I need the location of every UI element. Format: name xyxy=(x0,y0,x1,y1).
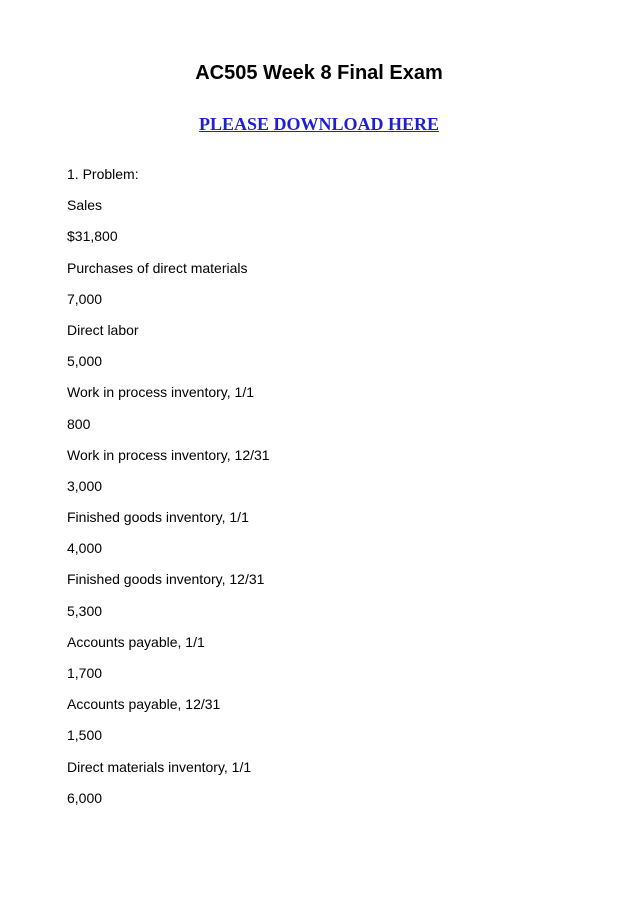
text-line: Accounts payable, 1/1 xyxy=(67,633,205,650)
text-line: 7,000 xyxy=(67,290,103,307)
text-line: Accounts payable, 12/31 xyxy=(67,696,221,713)
download-link[interactable]: PLEASE DOWNLOAD HERE xyxy=(198,114,440,134)
text-line: 1,700 xyxy=(67,665,103,681)
text-line: 5,300 xyxy=(67,602,103,619)
text-line: 800 xyxy=(67,415,91,432)
text-line: Purchases of direct materials xyxy=(67,259,248,276)
text-line: 3,000 xyxy=(67,477,103,494)
text-line: 1,500 xyxy=(67,727,103,744)
text-line: Direct labor xyxy=(67,321,139,338)
text-line: $31,800 xyxy=(67,228,118,245)
text-line: Finished goods inventory, 1/1 xyxy=(67,509,249,526)
text-line: 5,000 xyxy=(67,353,103,370)
problem-text xyxy=(67,164,270,819)
text-line: 1. Problem: xyxy=(67,166,139,182)
text-line: 6,000 xyxy=(67,789,103,806)
text-line: Sales xyxy=(67,197,103,214)
document-title: AC505 Week 8 Final Exam xyxy=(195,62,443,84)
text-line: Work in process inventory, 12/31 xyxy=(67,446,270,463)
text-line: Direct materials inventory, 1/1 xyxy=(67,758,252,775)
text-line: Work in process inventory, 1/1 xyxy=(67,384,255,401)
text-line: Finished goods inventory, 12/31 xyxy=(67,571,265,588)
text-line: 4,000 xyxy=(67,540,103,557)
